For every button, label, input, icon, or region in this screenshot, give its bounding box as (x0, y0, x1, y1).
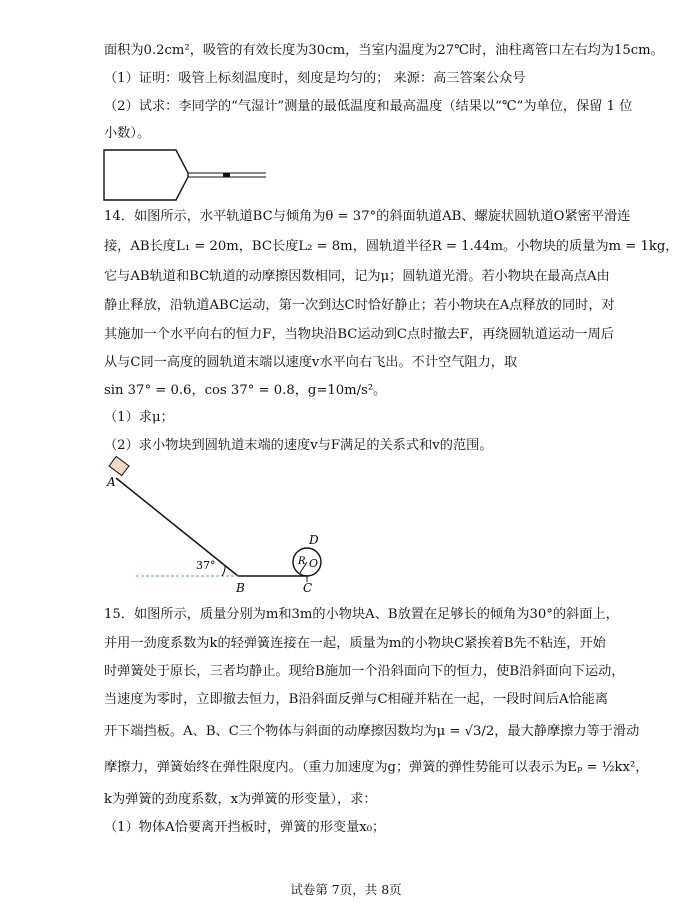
q14-line-6: 从与C同一高度的圆轨道末端以速度v水平向右飞出。不计空气阻力，取 (104, 355, 518, 370)
q14-line-9: （2）求小物块到圆轨道末端的速度v与F满足的关系式和v的范围。 (104, 438, 493, 453)
label-d: D (309, 533, 319, 547)
text-line-1: 面积为0.2cm²，吸管的有效长度为30cm，当室内温度为27℃时，油柱离管口左右均为15cm。 (104, 43, 664, 58)
label-c: C (303, 581, 313, 595)
q15-line-3: 时弹簧处于原长，三者均静止。现给B施加一个沿斜面向下的恒力，使B沿斜面向下运动， (104, 664, 625, 679)
incline-ab (116, 478, 238, 576)
q15-line-5: 开下端挡板。A、B、C三个物体与斜面的动摩擦因数均为μ = √3/2，最大静摩擦力等于滑动 (104, 724, 640, 739)
q14-line-1: 14．如图所示，水平轨道BC与倾角为θ = 37°的斜面轨道AB、螺旋状圆轨道O紧密平滑连 (104, 209, 631, 224)
block-a (109, 456, 129, 475)
thermometer-figure (100, 146, 272, 204)
q14-line-3: 它与AB轨道和BC轨道的动摩擦因数相同，记为μ；圆轨道光滑。若小物块在最高点A由 (104, 269, 610, 284)
label-r: R (298, 556, 306, 567)
q15-line-2: 并用一劲度系数为k的轻弹簧连接在一起，质量为m的小物块C紧挨着B先不粘连，开始 (104, 636, 606, 651)
q15-line-8: （1）物体A恰要离开挡板时，弹簧的形变量x₀； (104, 820, 386, 835)
q14-line-8: （1）求μ； (104, 410, 174, 425)
q14-line-5: 其施加一个水平向右的恒力F，当物块沿BC运动到C点时撤去F，再绕圆轨道运动一周后 (104, 327, 614, 342)
q14-line-7: sin 37° = 0.6，cos 37° = 0.8，g=10m/s²。 (104, 383, 387, 398)
text-line-2: （1）证明：吸管上标刻温度时，刻度是均匀的； 来源：高三答案公众号 (104, 71, 526, 86)
bottle-body (104, 150, 188, 200)
label-o: O (309, 557, 319, 570)
text-line-3: （2）试求：李同学的“气湿计”测量的最低温度和最高温度（结果以“℃”为单位，保留 1 位 (104, 99, 633, 114)
label-angle: 37° (196, 559, 216, 572)
angle-arc (222, 566, 225, 576)
q15-line-1: 15．如图所示，质量分别为m和3m的小物块A、B放置在足够长的倾角为30°的斜面上， (104, 607, 619, 622)
q15-line-7: k为弹簧的劲度系数，x为弹簧的形变量），求： (104, 792, 377, 807)
label-b: B (236, 581, 245, 595)
q15-line-4: 当速度为零时，立即撤去恒力，B沿斜面反弹与C相碰并粘在一起，一段时间后A恰能离 (104, 692, 609, 707)
track-figure (104, 455, 344, 595)
q14-line-4: 静止释放，沿轨道ABC运动，第一次到达C时恰好静止；若小物块在A点释放的同时，对 (104, 298, 615, 313)
label-a: A (107, 475, 116, 489)
text-line-4: 小数）。 (104, 126, 151, 141)
page-footer: 试卷第 7页，共 8页 (290, 882, 402, 897)
q15-line-6: 摩擦力，弹簧始终在弹性限度内。（重力加速度为g；弹簧的弹性势能可以表示为Eₚ = ½kx²， (104, 760, 649, 775)
q14-line-2: 接，AB长度L₁ = 20m，BC长度L₂ = 8m，圆轨道半径R = 1.44m。小物块的质量为m = 1kg， (104, 239, 679, 254)
oil-column (223, 173, 230, 177)
